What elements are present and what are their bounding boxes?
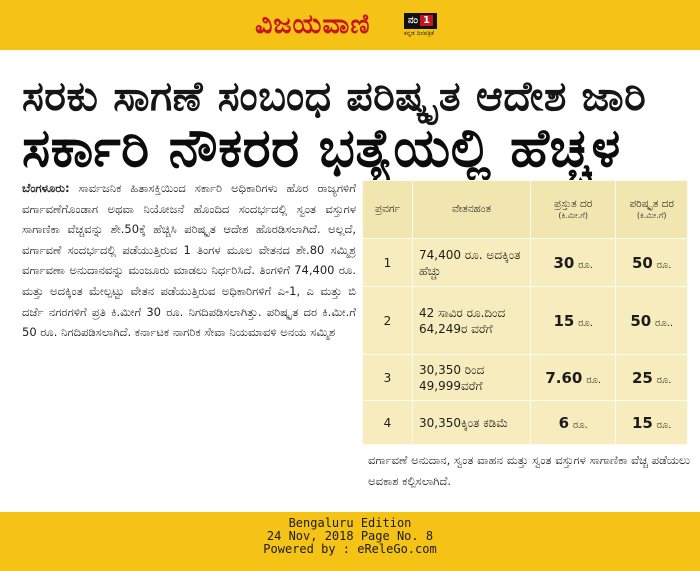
cell-revised-rate: 25 ರೂ. — [616, 355, 688, 401]
number-one-badge — [404, 13, 446, 39]
badge-tagline: ಕನ್ನಡ ದಿನಪತ್ರಿಕೆ — [404, 30, 435, 37]
article-body-text: ಸಾರ್ವಜನಿಕ ಹಿತಾಸಕ್ತಿಯಿಂದ ಸರ್ಕಾರಿ ಅಧಿಕಾರಿಗಳು ಹೊರ ರಾಜ್ಯಗಳಿಗೆ ವರ್ಗಾವಣೆಗೊಂಡಾಗ ಅಥವಾ ನಿಯೋಜನೆ ಹೊಂದಿದ ಸಂದರ್ಭದಲ್ಲಿ ಸ್ವಂತ ವಸ್ತುಗಳ ಸಾಗಾಣಿಕಾ ವೆಚ್ಚವನ್ನು ಶೇ.50ಕ್ಕೆ ಹೆಚ್ಚಿಸಿ ಪರಿಷ್ಕೃತ ಆದೇಶ ಹೊರಡಿಸಲಾಗಿದೆ. ಅಲ್ಲದೆ, ವರ್ಗಾವಣೆ ಸಂದರ್ಭದಲ್ಲಿ ಪಡೆಯುತ್ತಿರುವ 1 ತಿಂಗಳ ಮೂಲ ವೇತನದ ಶೇ.80 ಸಮ್ಮಿಶ್ರ ವರ್ಗಾವಣಾ ಅನುದಾನವನ್ನು ಮಂಜೂರು ಮಾಡಲು ನಿರ್ಧರಿಸಿದೆ. ತಿಂಗಳಿಗೆ 74,400 ರೂ. ಮತ್ತು ಅದಕ್ಕಿಂತ ಮೇಲ್ಪಟ್ಟು ವೇತನ ಪಡೆಯುತ್ತಿರುವ ಅಧಿಕಾರಿಗಳಿಗೆ ಎ-1, ಎ ಮತ್ತು ಬಿ ದರ್ಜೆ ನಗರಗಳಿಗೆ ಪ್ರತಿ ಕಿ.ಮೀಗೆ 30 ರೂ. ನಿಗದಿಪಡಿಸಲಾಗಿತ್ತು. ಪರಿಷ್ಕೃತ ದರ ಕಿ.ಮೀ.ಗೆ 50 ರೂ. ನಿಗದಿಪಡಿಸಲಾಗಿದೆ. ಕರ್ನಾಟಕ ನಾಗರಿಕ ಸೇವಾ ನಿಯಮಾವಳಿ ಅನಯ ಸಮ್ಮಿಶ — [22, 181, 356, 340]
header-pay-range: ವೇತನಹಂತ — [413, 181, 531, 239]
cell-current-rate: 30 ರೂ. — [531, 239, 616, 287]
table-row — [363, 239, 688, 287]
news-article — [0, 50, 700, 512]
footer-date-page: 24 Nov, 2018 Page No. 8 — [266, 529, 434, 543]
table-header-row — [363, 181, 688, 239]
cell-current-rate: 7.60 ರೂ. — [531, 355, 616, 401]
header-current-rate: ಪ್ರಸ್ತುತ ದರ (ಕಿ.ಮೀ.ಗೆ) — [531, 181, 616, 239]
header-category: ಪ್ರವರ್ಗ — [363, 181, 413, 239]
dateline: ಬೆಂಗಳೂರು: — [22, 181, 70, 195]
headline-kicker: ಸರಕು ಸಾಗಣೆ ಸಂಬಂಧ ಪರಿಷ್ಕೃತ ಆದೇಶ ಜಾರಿ — [22, 72, 647, 120]
cell-current-rate: 15 ರೂ. — [531, 287, 616, 355]
cell-pay-range: 74,400 ರೂ. ಅದಕ್ಕಿಂತ ಹೆಚ್ಚು — [413, 239, 531, 287]
cell-category: 3 — [363, 355, 413, 401]
masthead-bar — [0, 0, 700, 50]
cell-current-rate: 6 ರೂ. — [531, 401, 616, 445]
cell-pay-range: 30,350ಕ್ಕಿಂತ ಕಡಿಮೆ — [413, 401, 531, 445]
header-revised-rate-unit: (ಕಿ.ಮೀ.ಗೆ) — [636, 211, 667, 220]
header-current-rate-unit: (ಕಿ.ಮೀ.ಗೆ) — [558, 211, 589, 220]
table-row — [363, 355, 688, 401]
footer-powered-by: Powered by : eReleGo.com — [263, 542, 437, 556]
table-row — [363, 287, 688, 355]
headline-main: ಸರ್ಕಾರಿ ನೌಕರರ ಭತ್ಯೆಯಲ್ಲಿ ಹೆಚ್ಚಳ — [22, 118, 621, 179]
cell-revised-rate: 15 ರೂ. — [616, 401, 688, 445]
header-revised-rate: ಪರಿಷ್ಕೃತ ದರ (ಕಿ.ಮೀ.ಗೆ) — [616, 181, 688, 239]
allowance-rate-table — [362, 180, 688, 445]
article-body — [22, 178, 356, 343]
table-row — [363, 401, 688, 445]
cell-revised-rate: 50 ರೂ. — [616, 239, 688, 287]
badge-number: ನಂ 1 — [404, 13, 437, 29]
newspaper-logo: ವಿಜಯವಾಣಿ — [255, 9, 371, 40]
badge-one: 1 — [420, 15, 433, 26]
edition-footer — [0, 512, 700, 571]
cell-revised-rate: 50 ರೂ.. — [616, 287, 688, 355]
cell-category: 1 — [363, 239, 413, 287]
cell-category: 2 — [363, 287, 413, 355]
article-continuation: ವರ್ಗಾವಣೆ ಅನುದಾನ, ಸ್ವಂತ ವಾಹನ ಮತ್ತು ಸ್ವಂತ ವಸ್ತುಗಳ ಸಾಗಾಣಿಕಾ ವೆಚ್ಚ ಪಡೆಯಲು ಅವಕಾಶ ಕಲ್ಪಿಸಲಾಗಿದೆ. — [368, 453, 690, 488]
cell-pay-range: 30,350 ರಿಂದ 49,999ವರೆಗೆ — [413, 355, 531, 401]
cell-category: 4 — [363, 401, 413, 445]
footer-edition: Bengaluru Edition — [288, 516, 412, 530]
cell-pay-range: 42 ಸಾವಿರ ರೂ.ದಿಂದ 64,249ರ ವರೆಗೆ — [413, 287, 531, 355]
